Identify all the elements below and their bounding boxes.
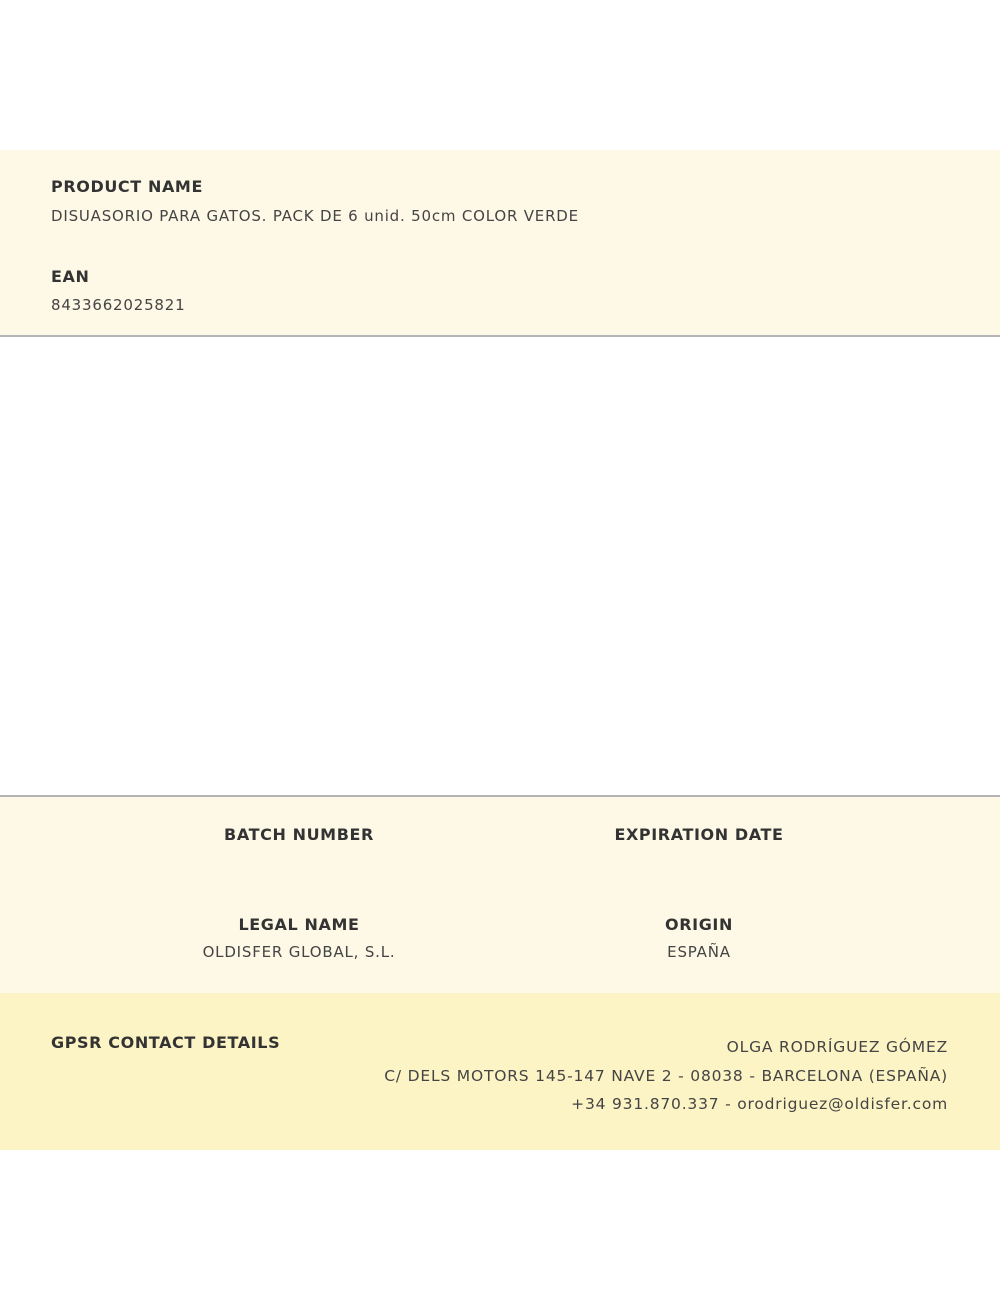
product-meta-section: [0, 795, 1000, 995]
gpsr-contact-section: [0, 993, 1000, 1150]
origin-value: ESPAÑA: [667, 943, 731, 961]
legal-name-cell: [99, 915, 499, 961]
product-info-section: [0, 150, 1000, 337]
contact-name: OLGA RODRÍGUEZ GÓMEZ: [726, 1038, 948, 1056]
product-name-label: PRODUCT NAME: [51, 177, 203, 196]
expiration-date-cell: [499, 825, 899, 853]
product-name-value: DISUASORIO PARA GATOS. PACK DE 6 unid. 50cm COLOR VERDE: [51, 207, 579, 225]
contact-details: [384, 1033, 948, 1119]
batch-number-cell: [99, 825, 499, 853]
origin-label: ORIGIN: [665, 915, 733, 934]
ean-label: EAN: [51, 267, 90, 286]
batch-number-label: BATCH NUMBER: [224, 825, 374, 844]
contact-phone-email: +34 931.870.337 - orodriguez@oldisfer.com: [571, 1095, 948, 1113]
legal-name-label: LEGAL NAME: [238, 915, 360, 934]
ean-value: 8433662025821: [51, 296, 186, 314]
expiration-date-label: EXPIRATION DATE: [614, 825, 784, 844]
origin-cell: [499, 915, 899, 961]
gpsr-contact-label: GPSR CONTACT DETAILS: [51, 1033, 281, 1052]
contact-address: C/ DELS MOTORS 145-147 NAVE 2 - 08038 - BARCELONA (ESPAÑA): [384, 1066, 948, 1085]
legal-name-value: OLDISFER GLOBAL, S.L.: [202, 943, 396, 961]
